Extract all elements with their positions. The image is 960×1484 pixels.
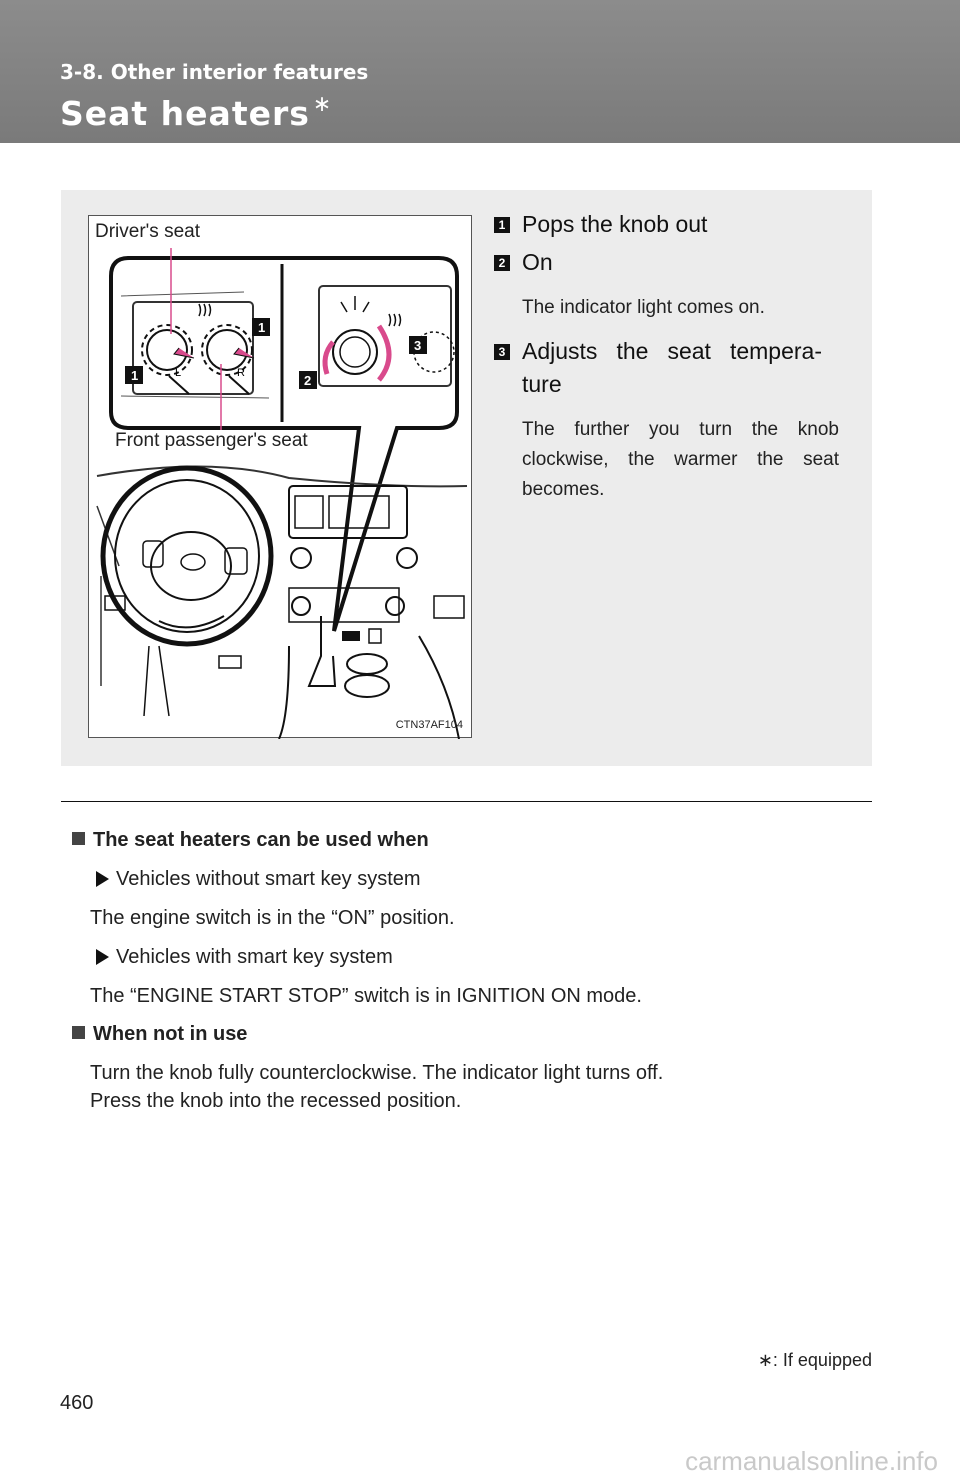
step-3-title: Adjusts the seat tempera-ture [522, 338, 822, 397]
note-line: Turn the knob fully counterclockwise. The indicator light turns off. [90, 1062, 664, 1084]
step-2-description: The indicator light comes on. [522, 297, 765, 318]
triangle-bullet-icon [96, 871, 109, 887]
step-3-description: The further you turn the knob clockwise, the warmer the seat becomes. [522, 419, 839, 500]
note-bullet-text: Vehicles without smart key system [116, 868, 421, 890]
knob-letter-left: L [175, 367, 182, 379]
callout-1b: 1 [131, 368, 139, 383]
note-line: Press the knob into the recessed position. [90, 1090, 462, 1112]
section-title: 3-8. Other interior features [60, 60, 369, 84]
notes [72, 826, 862, 1115]
step-2-title: On [522, 249, 553, 275]
step-1-title: Pops the knob out [522, 211, 708, 237]
note-heading-not-in-use [72, 1020, 862, 1048]
steps-list [494, 208, 839, 505]
watermark: carmanualsonline.info [685, 1446, 938, 1476]
callout-1a: 1 [258, 320, 266, 335]
page-number: 460 [60, 1392, 94, 1414]
step-number-3: 3 [494, 344, 510, 360]
square-bullet-icon [72, 1026, 85, 1039]
figure-code: CTN37AF104 [395, 719, 463, 731]
step-1 [494, 208, 839, 241]
note-bullet-text: Vehicles with smart key system [116, 946, 393, 968]
note-bullet-smart-key [72, 943, 862, 971]
note-heading-when-used [72, 826, 862, 854]
drivers-seat-label: Driver's seat [95, 221, 200, 242]
callout-3: 3 [414, 338, 422, 353]
step-3 [494, 335, 839, 505]
callout-2: 2 [304, 373, 312, 388]
triangle-bullet-icon [96, 949, 109, 965]
page-header [0, 0, 960, 143]
knob-letter-right: R [237, 367, 245, 379]
note-line: The “ENGINE START STOP” switch is in IGNITION ON mode. [90, 985, 642, 1007]
dashboard-drawing [89, 216, 473, 739]
page-title-text: Seat heaters [60, 94, 310, 133]
footnote: ∗: If equipped [757, 1350, 872, 1370]
square-bullet-icon [72, 832, 85, 845]
seat-heater-illustration [88, 215, 472, 738]
page-title [60, 92, 332, 133]
divider [61, 801, 872, 802]
step-number-2: 2 [494, 255, 510, 271]
front-passengers-seat-label: Front passenger's seat [115, 430, 308, 451]
step-number-1: 1 [494, 217, 510, 233]
note-heading-text: When not in use [93, 1023, 248, 1045]
note-line: The engine switch is in the “ON” position. [90, 907, 455, 929]
asterisk-mark: ∗ [312, 92, 333, 117]
note-bullet-no-smart-key [72, 865, 862, 893]
step-2 [494, 246, 839, 323]
note-heading-text: The seat heaters can be used when [93, 829, 429, 851]
